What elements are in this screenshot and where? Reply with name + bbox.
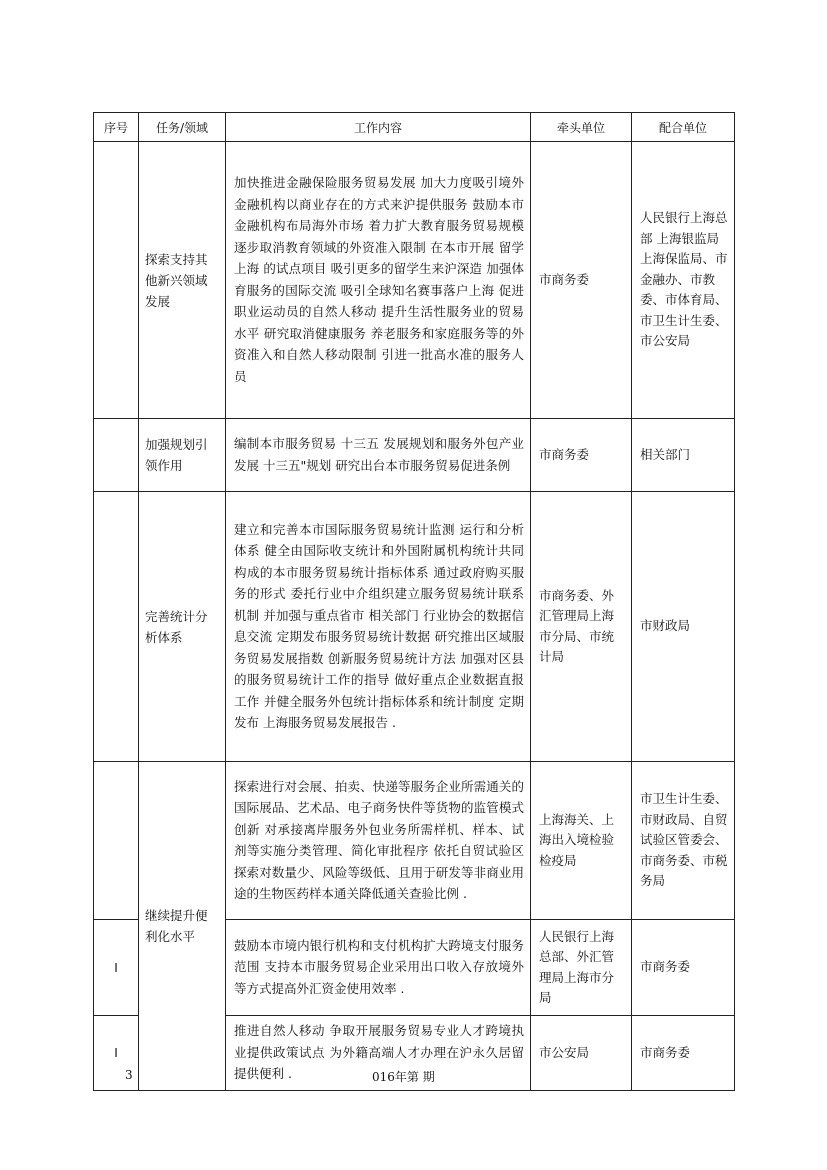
row-lead: 上海海关、上海出入境检验检疫局 [531,762,632,920]
row-serial [94,142,139,419]
row-area: 加强规划引领作用 [139,419,226,492]
row-lead: 市商务委、外汇管理局上海市分局、市统计局 [531,492,632,762]
row-lead: 市商务委 [531,419,632,492]
row-coop: 相关部门 [632,419,735,492]
issue-label: 016年第 期 [372,1070,435,1084]
row-lead: 市商务委 [531,142,632,419]
table-row [94,419,735,492]
header-coop-unit: 配合单位 [632,113,735,142]
row-serial: I [94,1016,139,1091]
row-serial [94,762,139,920]
row-area: 继续提升便利化水平 [139,762,226,1091]
row-area: 完善统计分析体系 [139,492,226,762]
row-lead: 人民银行上海总部、外汇管理局上海市分局 [531,920,632,1016]
work-table [93,112,735,1091]
row-work: 鼓励本市境内银行机构和支付机构扩大跨境支付服务范围 支持本市服务贸易企业采用出口收入存放境外等方式提高外汇资金使用效率 . [226,920,531,1016]
row-work: 加快推进金融保险服务贸易发展 加大力度吸引境外金融机构以商业存在的方式来沪提供服务 鼓励本市金融机构布局海外市场 着力扩大教育服务贸易规模 逐步取消教育领域的外资准入限制 在本市开展 留学上海 的试点项目 吸引更多的留学生来沪深造 加强体育服务的国际交流 吸引全球知名赛事落户上海 促进职业运动员的自然人移动 提升生活性服务业的贸易水平 研究取消健康服务 养老服务和家庭服务等的外资准入和自然人移动限制 引进一批高水准的服务人员 [226,142,531,419]
table-header-row [94,113,735,142]
row-coop: 市财政局 [632,492,735,762]
row-work: 编制本市服务贸易 十三五 发展规划和服务外包产业发展 十三五"规划 研究出台本市服务贸易促进条例 [226,419,531,492]
header-serial: 序号 [94,113,139,142]
header-work-content: 工作内容 [226,113,531,142]
table-row [94,492,735,762]
row-work: 建立和完善本市国际服务贸易统计监测 运行和分析体系 健全由国际收支统计和外国附属机构统计共同构成的本市服务贸易统计指标体系 通过政府购买服务的形式 委托行业中介组织建立服务贸易统计联系机制 并加强与重点省市 相关部门 行业协会的数据信息交流 定期发布服务贸易统计数据 研究推出区域服务贸易发展指数 创新服务贸易统计方法 加强对区县的服务贸易统计工作的指导 做好重点企业数据直报工作 并健全服务外包统计指标体系和统计制度 定期发布 上海服务贸易发展报告 . [226,492,531,762]
table-row [94,142,735,419]
row-coop: 市商务委 [632,920,735,1016]
row-coop: 市卫生计生委、市财政局、自贸试验区管委会、市商务委、市税务局 [632,762,735,920]
row-serial [94,492,139,762]
row-coop: 市商务委 [632,1016,735,1091]
row-area: 探索支持其他新兴领域发展 [139,142,226,419]
row-lead: 市公安局 [531,1016,632,1091]
header-lead-unit: 牵头单位 [531,113,632,142]
page-number: 3 [125,1068,133,1082]
row-serial: I [94,920,139,1016]
row-work: 推进自然人移动 争取开展服务贸易专业人才跨境执业提供政策试点 为外籍高端人才办理在沪永久居留提供便利 . [226,1016,531,1091]
table-row [94,762,735,920]
row-work: 探索进行对会展、拍卖、快递等服务企业所需通关的国际展品、艺术品、电子商务快件等货物的监管模式创新 对承接离岸服务外包业务所需样机、样本、试剂等实施分类管理、简化审批程序 依托自贸试验区探索对数量少、风险等级低、且用于研发等非商业用途的生物医药样本通关降低通关查验比例 . [226,762,531,920]
row-coop: 人民银行上海总部 上海银监局 上海保监局、市金融办、市教委、市体育局、市卫生计生委、市公安局 [632,142,735,419]
header-task-area: 任务/领域 [139,113,226,142]
row-serial [94,419,139,492]
